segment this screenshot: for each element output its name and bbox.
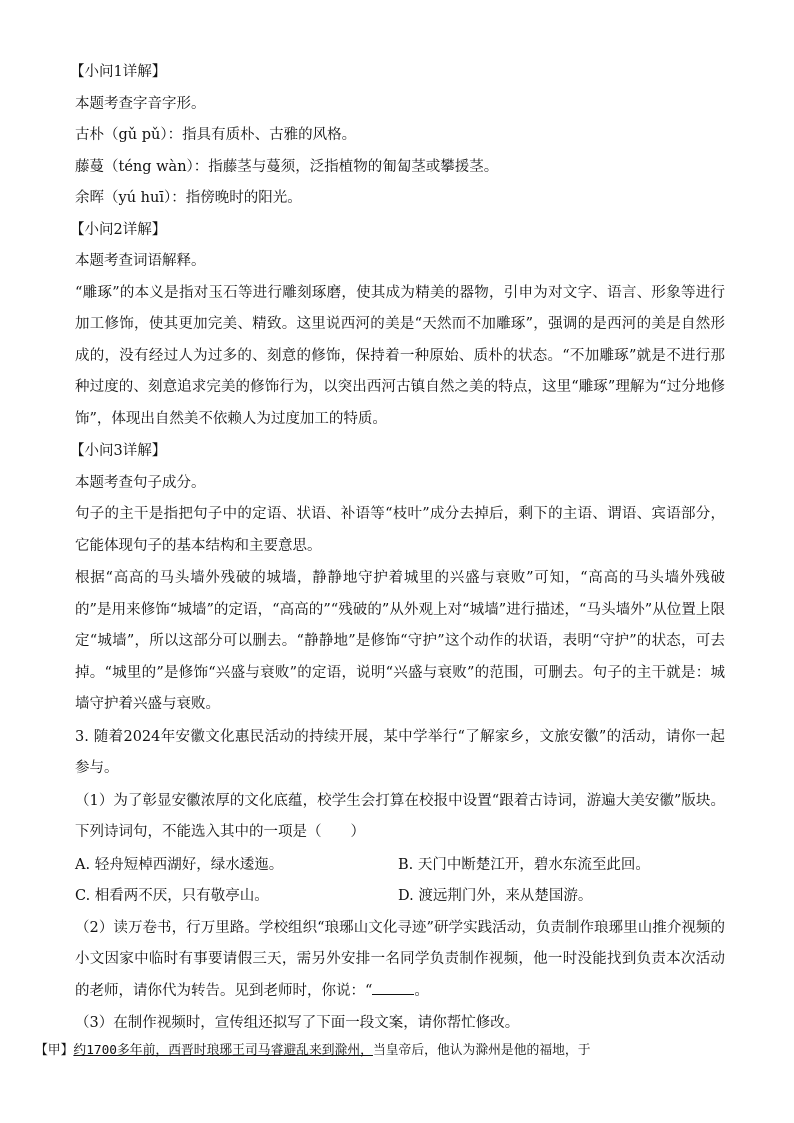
document-page [35,62,725,1072]
question-3-1: （1）为了彰显安徽浓厚的文化底蕴，校学生会打算在校报中设置“跟着古诗词，游遍大美安徽”版块。下列诗词句，不能选入其中的一项是（ ） [75,792,725,840]
paragraph: “雕琢”的本义是指对玉石等进行雕刻琢磨，使其成为精美的器物，引申为对文字、语言、形象等进行加工修饰，使其更加完美、精致。这里说西河的美是“天然而不加雕琢”，强调的是西河的美是自然形成的，没有经过人为过多的、刻意的修饰，保持着一种原始、质朴的状态。“不加雕琢”就是不进行那种过度的、刻意追求完美的修饰行为，以突出西河古镇自然之美的特点，这里“雕琢”理解为“过分地修饰”，体现出自然美不依赖人为过度加工的特质。 [75,284,725,427]
question-3-3: （3）在制作视频时，宣传组还拟写了下面一段文案，请你帮忙修改。 [75,1015,520,1031]
paragraph: 本题考查句子成分。 [75,474,206,491]
answer-blank [372,980,414,995]
option-c: C. 相看两不厌，只有敬亭山。 [75,888,269,904]
options-row-2 [75,886,725,906]
passage-jia [35,1041,725,1061]
paragraph: 本题考查字音字形。 [75,95,206,112]
option-d: D. 渡远荆门外，来从楚国游。 [398,888,593,904]
paragraph: 藤蔓（téng wàn）：指藤茎与蔓须，泛指植物的匍匐茎或攀援茎。 [75,158,499,175]
paragraph: 本题考查词语解释。 [75,253,206,269]
paragraph: 根据“高高的马头墙外残破的城墙，静静地守护着城里的兴盛与衰败”可知，“高高的马头墙外残破的”是用来修饰“城墙”的定语，“高高的”“残破的”从外观上对“城墙”进行描述，“马头墙外”从位置上限定“城墙”，所以这部分可以删去。“静静地”是修饰“守护”这个动作的状语，表明“守护”的状态，可去掉。“城里的”是修饰“兴盛与衰败”的定语，说明“兴盛与衰败”的范围，可删去。句子的主干就是：城墙守护着兴盛与衰败。 [75,570,725,712]
paragraph: 句子的主干是指把句子中的定语、状语、补语等“枝叶”成分去掉后，剩下的主语、谓语、宾语部分，它能体现句子的基本结构和主要意思。 [75,506,725,554]
option-a: A. 轻舟短棹西湖好，绿水逶迤。 [75,856,284,873]
question-3-2-end: 。 [414,982,429,999]
options-row-1 [75,855,725,875]
question-3-stem: 3. 随着2024年安徽文化惠民活动的持续开展，某中学举行“了解家乡，文旅安徽”的活动，请你一起参与。 [75,728,725,776]
passage-label: 【甲】 [35,1042,74,1058]
section-heading-q2: 【小问2详解】 [70,221,167,238]
section-heading-q3: 【小问3详解】 [70,443,167,459]
section-heading-q1: 【小问1详解】 [70,64,167,80]
option-b: B. 天门中断楚江开，碧水东流至此回。 [398,856,650,873]
question-3-2 [75,913,725,1008]
question-3-2-text: （2）读万卷书，行万里路。学校组织“琅琊山文化寻迹”研学实践活动，负责制作琅琊里山推介视频的小文因家中临时有事要请假三天，需另外安排一名同学负责制作视频，他一时没能找到负责本次活动的老师，请你代为转告。见到老师时，你说：“ [75,919,725,999]
passage-underlined-text: 约1700多年前，西晋时琅琊王司马睿避乱来到滁州， [73,1042,373,1058]
passage-text: 当皇帝后，他认为滁州是他的福地，于 [372,1042,591,1058]
paragraph: 余晖（yú huī）：指傍晚时的阳光。 [75,190,302,206]
paragraph: 古朴（gǔ pǔ）：指具有质朴、古雅的风格。 [75,127,357,143]
